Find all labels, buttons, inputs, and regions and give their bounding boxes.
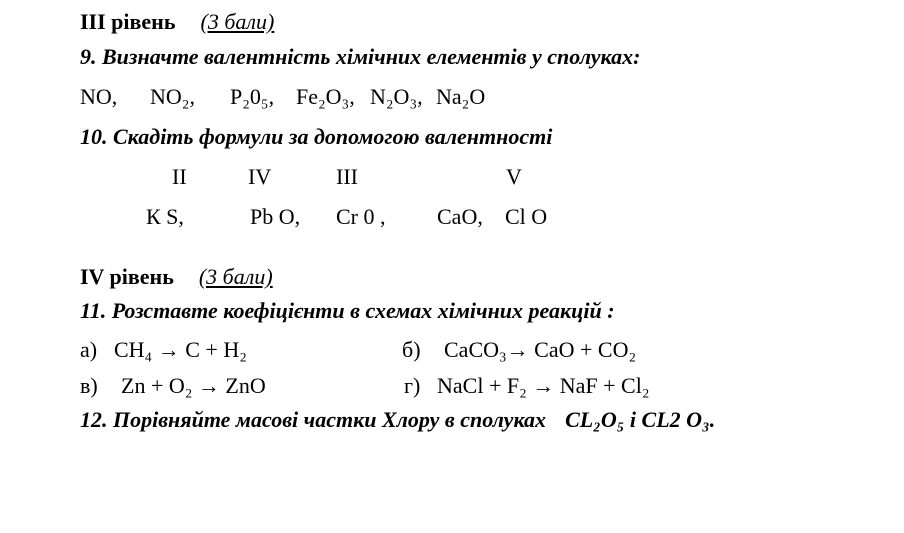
question-9-text: 9. Визначте валентність хімічних елементів у сполуках: — [80, 44, 641, 69]
question-11-text: 11. Розставте коефіцієнти в схемах хімічних реакцій : — [80, 298, 615, 323]
q10-formula: Cl O — [505, 204, 548, 229]
q9-formula: Na₂O — [436, 84, 486, 109]
q10-formula: CaO, — [437, 204, 483, 229]
level-4-points: (3 бали) — [198, 264, 273, 289]
reaction-equation: CaCO₃→ CaO + CO₂ — [444, 337, 637, 362]
conjunction: і — [629, 407, 637, 432]
q10-formula: Cr 0 , — [336, 204, 386, 229]
q9-formula: N₂O₃, — [370, 84, 423, 109]
q9-formula: NO₂, — [150, 84, 195, 109]
valence-label: V — [506, 164, 522, 189]
level-3-header — [80, 9, 274, 35]
reaction-equation: Zn + O₂ → ZnO — [121, 373, 266, 398]
level-3-points: (3 бали) — [200, 9, 275, 34]
question-12-text: 12. Порівняйте масові частки Хлору в сполуках — [80, 407, 547, 432]
q10-formula: К S, — [146, 204, 184, 229]
reaction-label: а) — [80, 337, 98, 362]
reaction-label: г) — [404, 373, 421, 398]
level-4-title: IV рівень — [80, 264, 174, 289]
q9-formula: P₂0₅, — [230, 84, 275, 109]
level-3-title: III рівень — [80, 9, 176, 34]
reaction-label: в) — [80, 373, 98, 398]
valence-label: III — [336, 164, 358, 189]
q10-formula: Pb O, — [250, 204, 301, 229]
valence-label: II — [172, 164, 187, 189]
question-10-text: 10. Скадіть формули за допомогою валентності — [80, 124, 553, 149]
q9-formula: NO, — [80, 84, 118, 109]
q9-formula: Fe₂O₃, — [296, 84, 355, 109]
reaction-equation: CH₄ → C + H₂ — [114, 337, 247, 362]
reaction-equation: NaCl + F₂ → NaF + Cl₂ — [437, 373, 650, 398]
reaction-label: б) — [402, 337, 421, 362]
valence-label: IV — [248, 164, 272, 189]
question-12 — [80, 407, 715, 433]
compound-1: CL₂O₅ — [565, 407, 625, 432]
compound-2: CL2 O₃. — [641, 407, 716, 432]
level-4-header — [80, 264, 273, 290]
